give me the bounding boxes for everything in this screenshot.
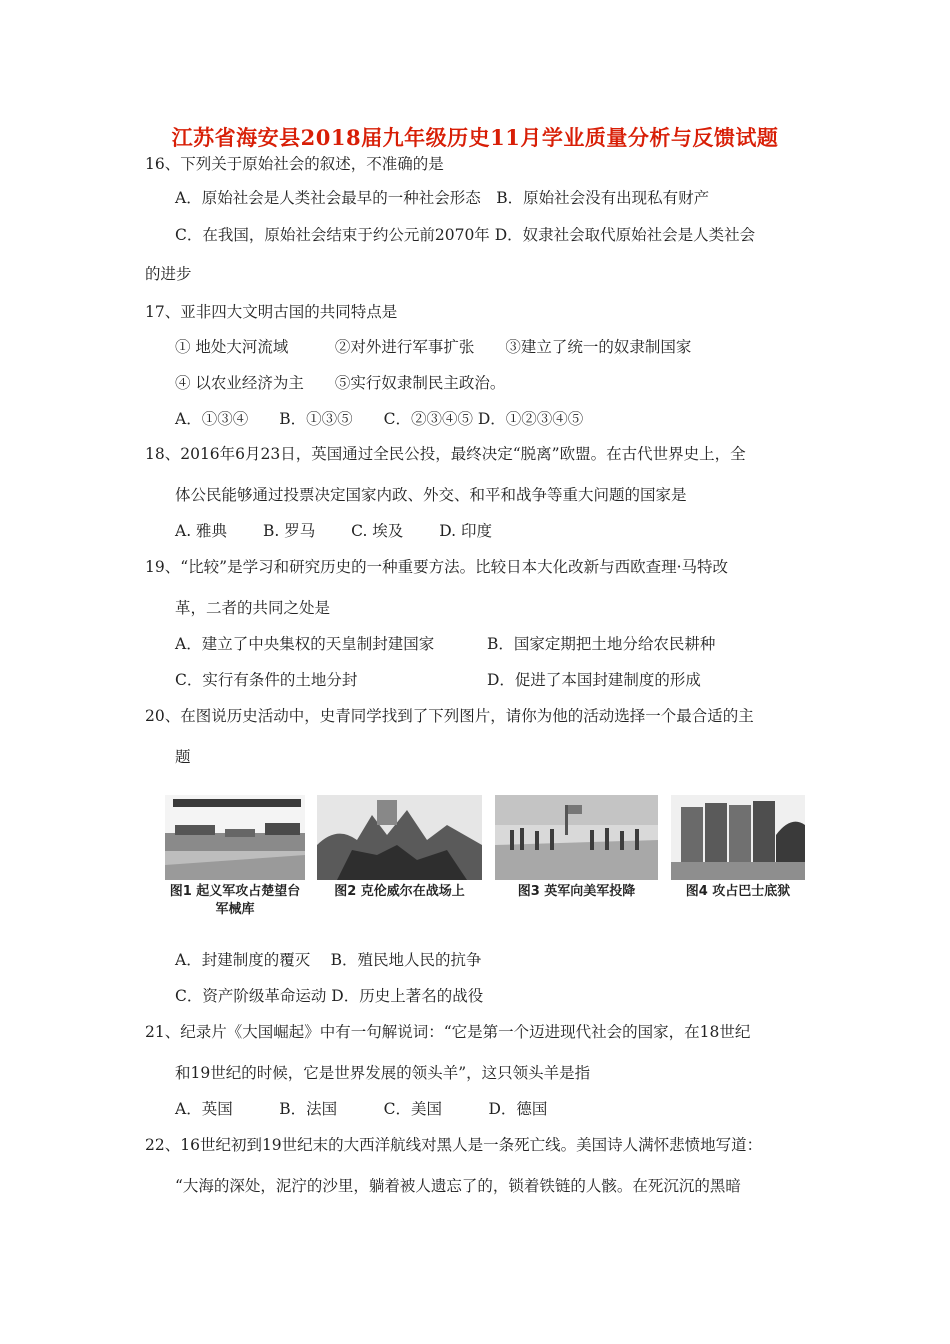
question-18-stem-continued: 体公民能够通过投票决定国家内政、外交、和平和战争等重大问题的国家是 — [175, 486, 687, 504]
question-20-stem: 20、在图说历史活动中，史青同学找到了下列图片，请你为他的活动选择一个最合适的主 — [145, 707, 754, 725]
figure-1 — [165, 795, 305, 920]
question-20-options-ab: A．封建制度的覆灭 B．殖民地人民的抗争 — [175, 951, 482, 969]
question-17-options: A．①③④ B．①③⑤ C．②③④⑤ D．①②③④⑤ — [175, 410, 584, 428]
question-17-stem: 17、亚非四大文明古国的共同特点是 — [145, 303, 398, 321]
question-21-options: A．英国 B．法国 C．美国 D．德国 — [175, 1100, 548, 1118]
question-20-figures — [165, 795, 805, 920]
figure-4 — [671, 795, 805, 920]
question-19-option-c: C．实行有条件的土地分封 — [175, 671, 358, 689]
question-18-stem: 18、2016年6月23日，英国通过全民公投，最终决定“脱离”欧盟。在古代世界史上，全 — [145, 445, 746, 463]
figure-1-caption: 图1 起义军攻占楚望台军械库 — [169, 884, 301, 917]
question-17-items-2: ④ 以农业经济为主 ⑤实行奴隶制民主政治。 — [175, 374, 506, 392]
question-19-option-d: D．促进了本国封建制度的形成 — [487, 671, 701, 689]
question-16-options-cd-continued: 的进步 — [145, 265, 192, 283]
question-19-stem-continued: 革，二者的共同之处是 — [175, 599, 331, 617]
figure-3 — [495, 795, 658, 920]
question-16-options-cd: C．在我国，原始社会结束于约公元前2070年 D．奴隶社会取代原始社会是人类社会 — [175, 226, 756, 244]
question-17-items-1: ① 地处大河流域 ②对外进行军事扩张 ③建立了统一的奴隶制国家 — [175, 338, 692, 356]
figure-1-image — [165, 795, 305, 880]
question-16-stem: 16、下列关于原始社会的叙述，不准确的是 — [145, 155, 444, 173]
figure-4-caption: 图4 攻占巴士底狱 — [685, 884, 791, 899]
question-18-options: A. 雅典 B. 罗马 C. 埃及 D. 印度 — [175, 522, 492, 540]
question-22-stem-continued: “大海的深处，泥泞的沙里，躺着被人遗忘了的，锁着铁链的人骸。在死沉沉的黑暗 — [175, 1177, 741, 1195]
figure-2-image — [317, 795, 482, 880]
figure-3-image — [495, 795, 658, 880]
figure-2-caption: 图2 克伦威尔在战场上 — [334, 884, 465, 899]
figure-2 — [317, 795, 482, 920]
question-19-stem: 19、“比较”是学习和研究历史的一种重要方法。比较日本大化改新与西欧查理·马特改 — [145, 558, 729, 576]
question-19-option-b: B．国家定期把土地分给农民耕种 — [487, 635, 716, 653]
figure-3-caption: 图3 英军向美军投降 — [517, 884, 636, 899]
question-21-stem-continued: 和19世纪的时候，它是世界发展的领头羊”，这只领头羊是指 — [175, 1064, 591, 1082]
question-21-stem: 21、纪录片《大国崛起》中有一句解说词：“它是第一个迈进现代社会的国家，在18世纪 — [145, 1023, 751, 1041]
question-16-options-ab: A．原始社会是人类社会最早的一种社会形态 B．原始社会没有出现私有财产 — [175, 189, 710, 207]
question-20-options-cd: C．资产阶级革命运动 D．历史上著名的战役 — [175, 987, 484, 1005]
question-20-stem-continued: 题 — [175, 748, 191, 766]
question-19-option-a: A．建立了中央集权的天皇制封建国家 — [175, 635, 435, 653]
figure-4-image — [671, 795, 805, 880]
page-title: 江苏省海安县2018届九年级历史11月学业质量分析与反馈试题 — [171, 125, 779, 150]
question-22-stem: 22、16世纪初到19世纪末的大西洋航线对黑人是一条死亡线。美国诗人满怀悲愤地写道： — [145, 1136, 763, 1154]
